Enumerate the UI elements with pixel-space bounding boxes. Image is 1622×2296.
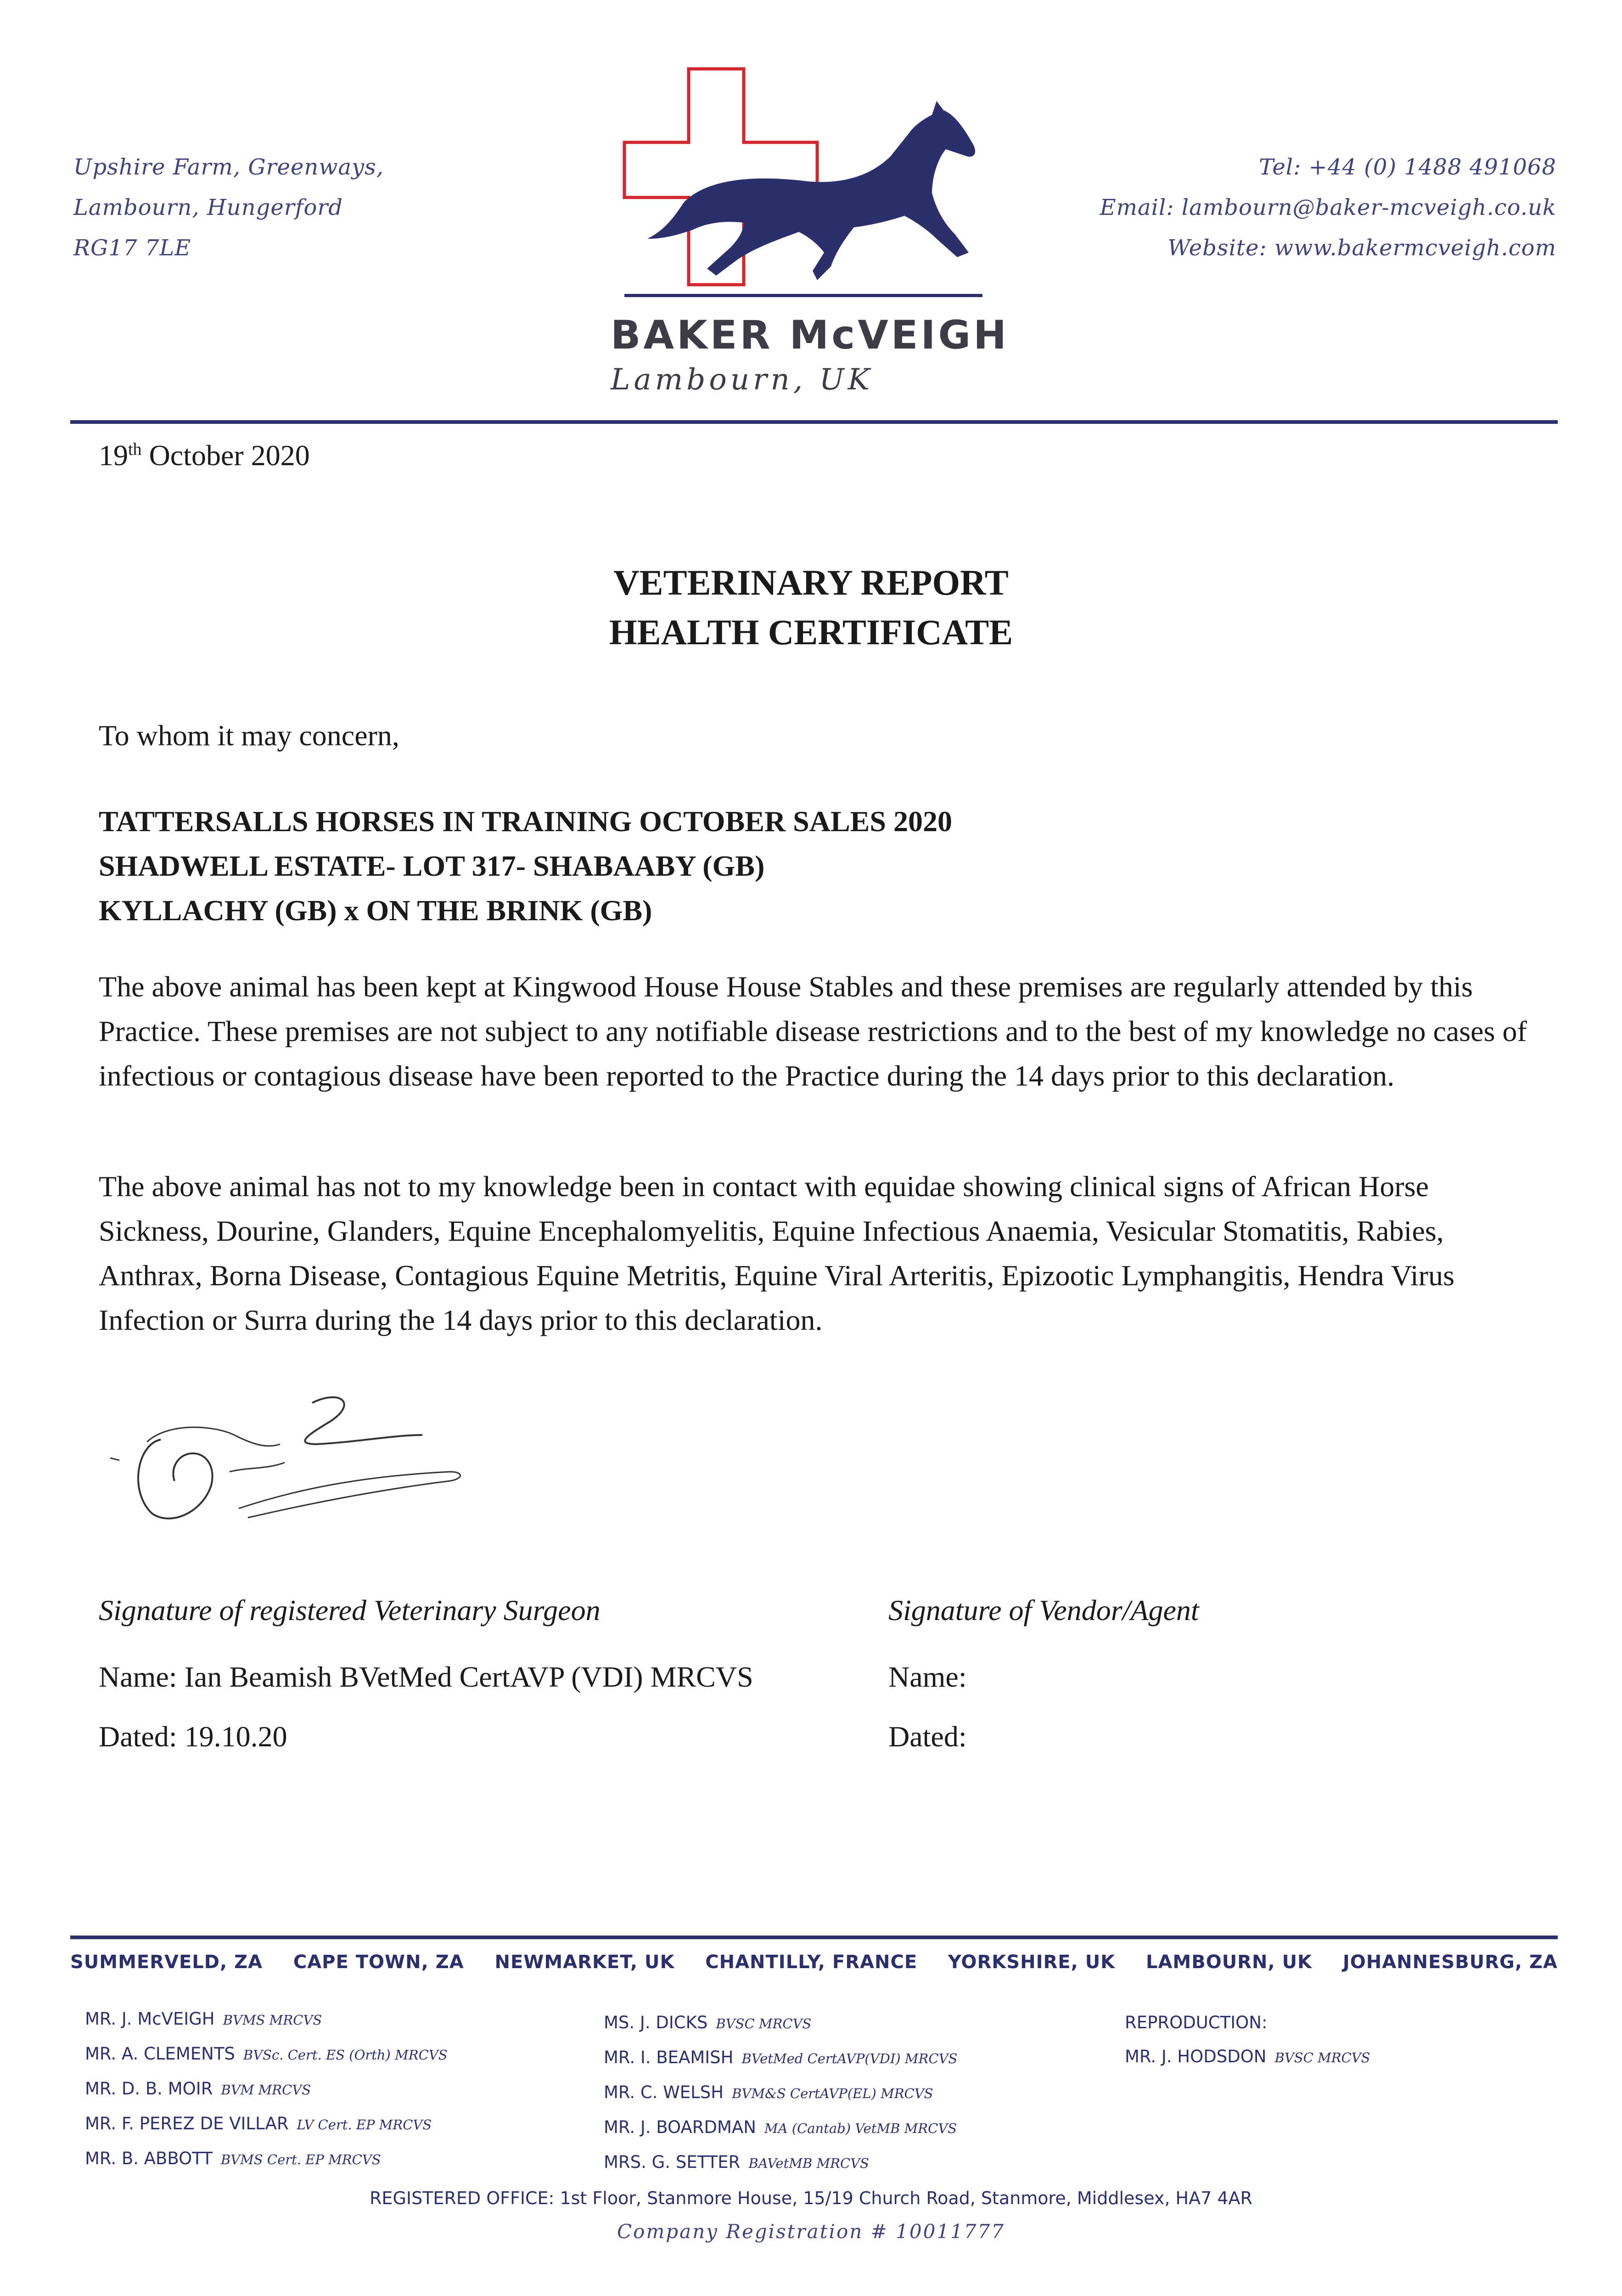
office-item: SUMMERVELD, ZA xyxy=(70,1952,263,1973)
vet-signature xyxy=(101,1375,514,1550)
brand-location: Lambourn, UK xyxy=(611,363,874,397)
staff-entry: MR. D. B. MOIR BVM MRCVS xyxy=(85,2079,311,2099)
title-line: HEALTH CERTIFICATE xyxy=(609,612,1013,652)
staff-entry: MR. J. BOARDMAN MA (Cantab) VetMB MRCVS xyxy=(604,2117,957,2137)
email-line: Email: lambourn@baker-mcveigh.co.uk xyxy=(1100,195,1556,220)
staff-entry: MR. C. WELSH BVM&S CertAVP(EL) MRCVS xyxy=(604,2082,933,2102)
subject-block xyxy=(99,799,952,933)
subject-line: TATTERSALLS HORSES IN TRAINING OCTOBER SALES 2020 xyxy=(99,805,952,838)
staff-column-1 xyxy=(85,2002,448,2177)
subject-line: SHADWELL ESTATE- LOT 317- SHABAABY (GB) xyxy=(99,850,765,882)
paragraph-premises: The above animal has been kept at Kingwood House House Stables and these premises are regularly attended by this Practice. These premises are not subject to any notifiable disease restrictions and to the best of my knowledge no cases of infectious or contagious disease have been reported to the Practice during the 14 days prior to this declaration. xyxy=(99,970,1527,1092)
staff-entry: MRS. G. SETTER BAVetMB MRCVS xyxy=(604,2152,870,2172)
staff-entry: MR. J. HODSDON BVSC MRCVS xyxy=(1125,2047,1370,2066)
phone-line: Tel: +44 (0) 1488 491068 xyxy=(1259,154,1556,180)
registered-office: REGISTERED OFFICE: 1st Floor, Stanmore House, 15/19 Church Road, Stanmore, Middlesex, HA7 4AR xyxy=(370,2188,1252,2208)
date-day: 19 xyxy=(99,439,128,472)
reproduction-label: REPRODUCTION: xyxy=(1125,2013,1268,2032)
office-item: NEWMARKET, UK xyxy=(494,1952,675,1973)
vendor-signature-label: Signature of Vendor/Agent xyxy=(888,1594,1199,1626)
vendor-name: Name: xyxy=(888,1660,967,1693)
office-item: JOHANNESBURG, ZA xyxy=(1342,1952,1558,1973)
header-divider xyxy=(70,420,1558,424)
office-item: CHANTILLY, FRANCE xyxy=(705,1952,918,1973)
vet-name: Name: Ian Beamish BVetMed CertAVP (VDI) MRCVS xyxy=(99,1660,753,1693)
office-item: LAMBOURN, UK xyxy=(1145,1952,1313,1973)
staff-column-2 xyxy=(604,2006,957,2180)
office-item: YORKSHIRE, UK xyxy=(948,1952,1116,1973)
date-rest: October 2020 xyxy=(141,439,310,472)
staff-entry: MR. I. BEAMISH BVetMed CertAVP(VDI) MRCVS xyxy=(604,2048,958,2067)
staff-column-3 xyxy=(1125,2006,1370,2075)
vendor-dated: Dated: xyxy=(888,1720,967,1753)
practice-address xyxy=(73,147,384,268)
staff-entry: MR. B. ABBOTT BVMS Cert. EP MRCVS xyxy=(85,2149,381,2168)
paragraph-diseases: The above animal has not to my knowledge been in contact with equidae showing clinical signs of African Horse Sickness, Dourine, Glanders, Equine Encephalomyelitis, Equine Infectious Anaemia, Vesicular Stomatitis, Rabies, Anthrax, Borna Disease, Contagious Equine Metritis, Equine Viral Arteritis, Epizootic Lymphangitis, Hendra Virus Infection or Surra during the 14 days prior to this declaration. xyxy=(99,1170,1454,1336)
company-registration: Company Registration # 10011777 xyxy=(617,2220,1005,2243)
horse-cross-logo xyxy=(615,64,992,303)
practice-contact xyxy=(1100,147,1556,268)
title-line: VETERINARY REPORT xyxy=(613,563,1009,602)
vet-signature-label: Signature of registered Veterinary Surgeon xyxy=(99,1594,601,1626)
subject-line: KYLLACHY (GB) x ON THE BRINK (GB) xyxy=(99,894,652,927)
office-locations xyxy=(70,1952,1558,1973)
vet-dated: Dated: 19.10.20 xyxy=(99,1720,287,1753)
footer-divider xyxy=(70,1936,1558,1939)
staff-entry: MR. F. PEREZ DE VILLAR LV Cert. EP MRCVS xyxy=(85,2114,432,2133)
document-date xyxy=(99,439,310,473)
website-line: Website: www.bakermcveigh.com xyxy=(1167,235,1556,261)
office-item: CAPE TOWN, ZA xyxy=(293,1952,464,1973)
address-line: RG17 7LE xyxy=(73,235,191,261)
staff-entry: MS. J. DICKS BVSC MRCVS xyxy=(604,2013,812,2032)
address-line: Upshire Farm, Greenways, xyxy=(73,154,384,180)
document-title xyxy=(0,558,1622,657)
greeting: To whom it may concern, xyxy=(99,719,399,752)
brand-name: BAKER McVEIGH xyxy=(611,312,1010,358)
staff-entry: MR. J. McVEIGH BVMS MRCVS xyxy=(85,2009,322,2029)
date-suffix: th xyxy=(128,439,142,459)
address-line: Lambourn, Hungerford xyxy=(73,195,343,220)
staff-entry: MR. A. CLEMENTS BVSc. Cert. ES (Orth) MRCVS xyxy=(85,2044,448,2064)
